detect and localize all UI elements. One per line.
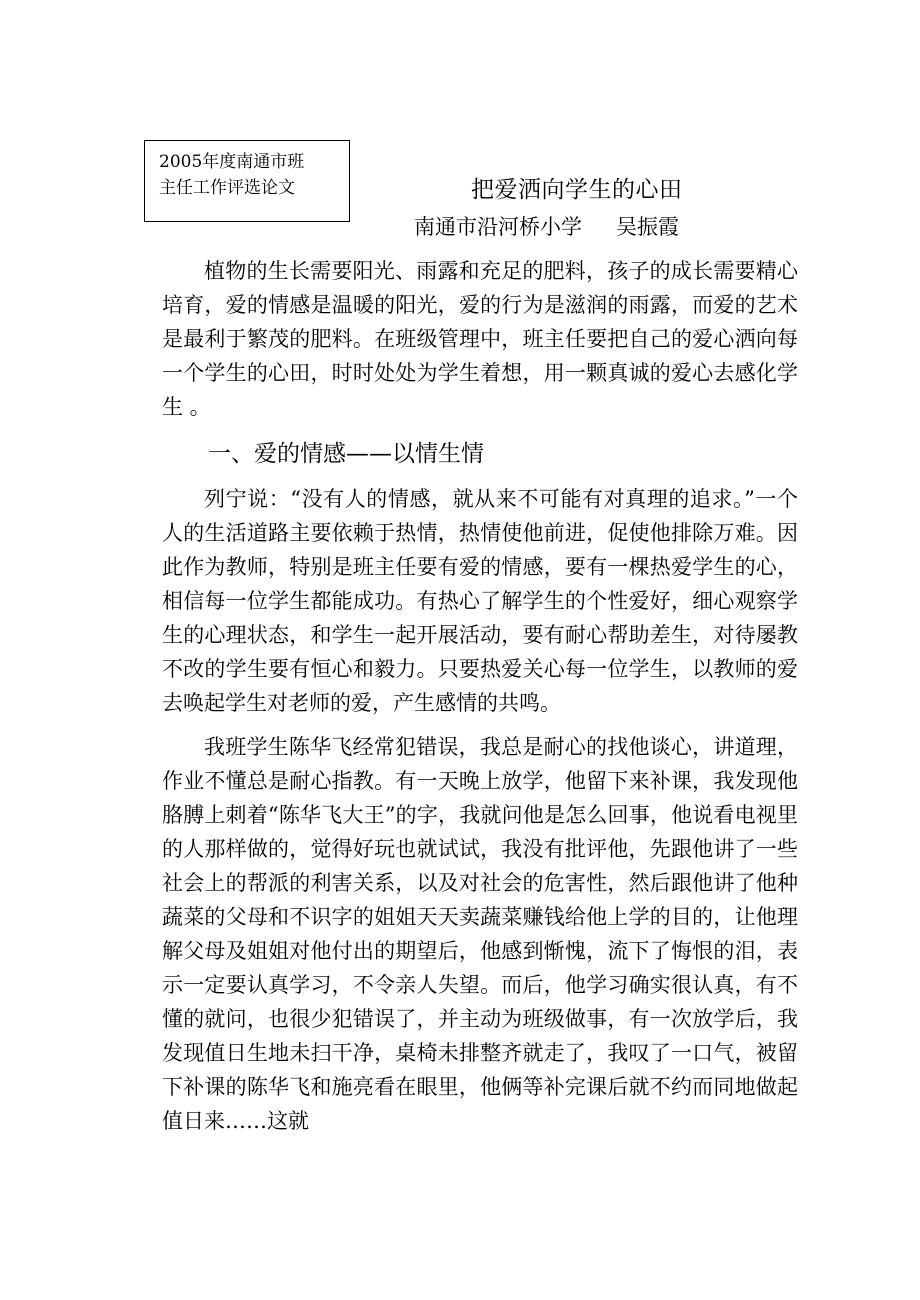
byline — [414, 210, 679, 244]
article-body — [162, 254, 798, 1138]
author-name: 吴振霞 — [616, 215, 679, 239]
school-name: 南通市沿河桥小学 — [414, 215, 582, 239]
essay-category-label-box — [144, 140, 350, 222]
section1-paragraph-1: 列宁说：“没有人的情感，就从来不可能有对真理的追求。”一个人的生活道路主要依赖于热情，热情使他前进，促使他排除万难。因此作为教师，特别是班主任要有爱的情感，要有一棵热爱学生的心，相信每一位学生都能成功。有热心了解学生的个性爱好，细心观察学生的心理状态，和学生一起开展活动，要有耐心帮助差生，对待屡教不改的学生要有恒心和毅力。只要热爱关心每一位学生，以教师的爱去唤起学生对老师的爱，产生感情的共鸣。 — [162, 487, 798, 715]
category-line-2: 主任工作评选论文 — [159, 178, 295, 198]
category-line-1: 2005年度南通市班 — [159, 152, 305, 172]
article-title: 把爱洒向学生的心田 — [471, 177, 683, 203]
section1-paragraph-2: 我班学生陈华飞经常犯错误，我总是耐心的找他谈心，讲道理，作业不懂总是耐心指教。有一天晚上放学，他留下来补课，我发现他胳膊上刺着“陈华飞大王”的字，我就问他是怎么回事，他说看电视里的人那样做的，觉得好玩也就试试，我没有批评他，先跟他讲了一些社会上的帮派的利害关系，以及对社会的危害性，然后跟他讲了他种蔬菜的父母和不识字的姐姐天天卖蔬菜赚钱给他上学的目的，让他理解父母及姐姐对他付出的期望后，他感到惭愧，流下了悔恨的泪，表示一定要认真学习，不令亲人失望。而后，他学习确实很认真，有不懂的就问，也很少犯错误了，并主动为班级做事，有一次放学后，我发现值日生地未扫干净，桌椅未排整齐就走了，我叹了一口气，被留下补课的陈华飞和施亮看在眼里，他俩等补完课后就不约而同地做起值日来……这就 — [162, 735, 798, 1133]
section-heading-1: 一、爱的情感——以情生情 — [208, 441, 484, 467]
intro-paragraph: 植物的生长需要阳光、雨露和充足的肥料，孩子的成长需要精心培育，爱的情感是温暖的阳光，爱的行为是滋润的雨露，而爱的艺术是最利于繁茂的肥料。在班级管理中，班主任要把自己的爱心洒向每一个学生的心田，时时处处为学生着想，用一颗真诚的爱心去感化学生 。 — [162, 259, 798, 419]
